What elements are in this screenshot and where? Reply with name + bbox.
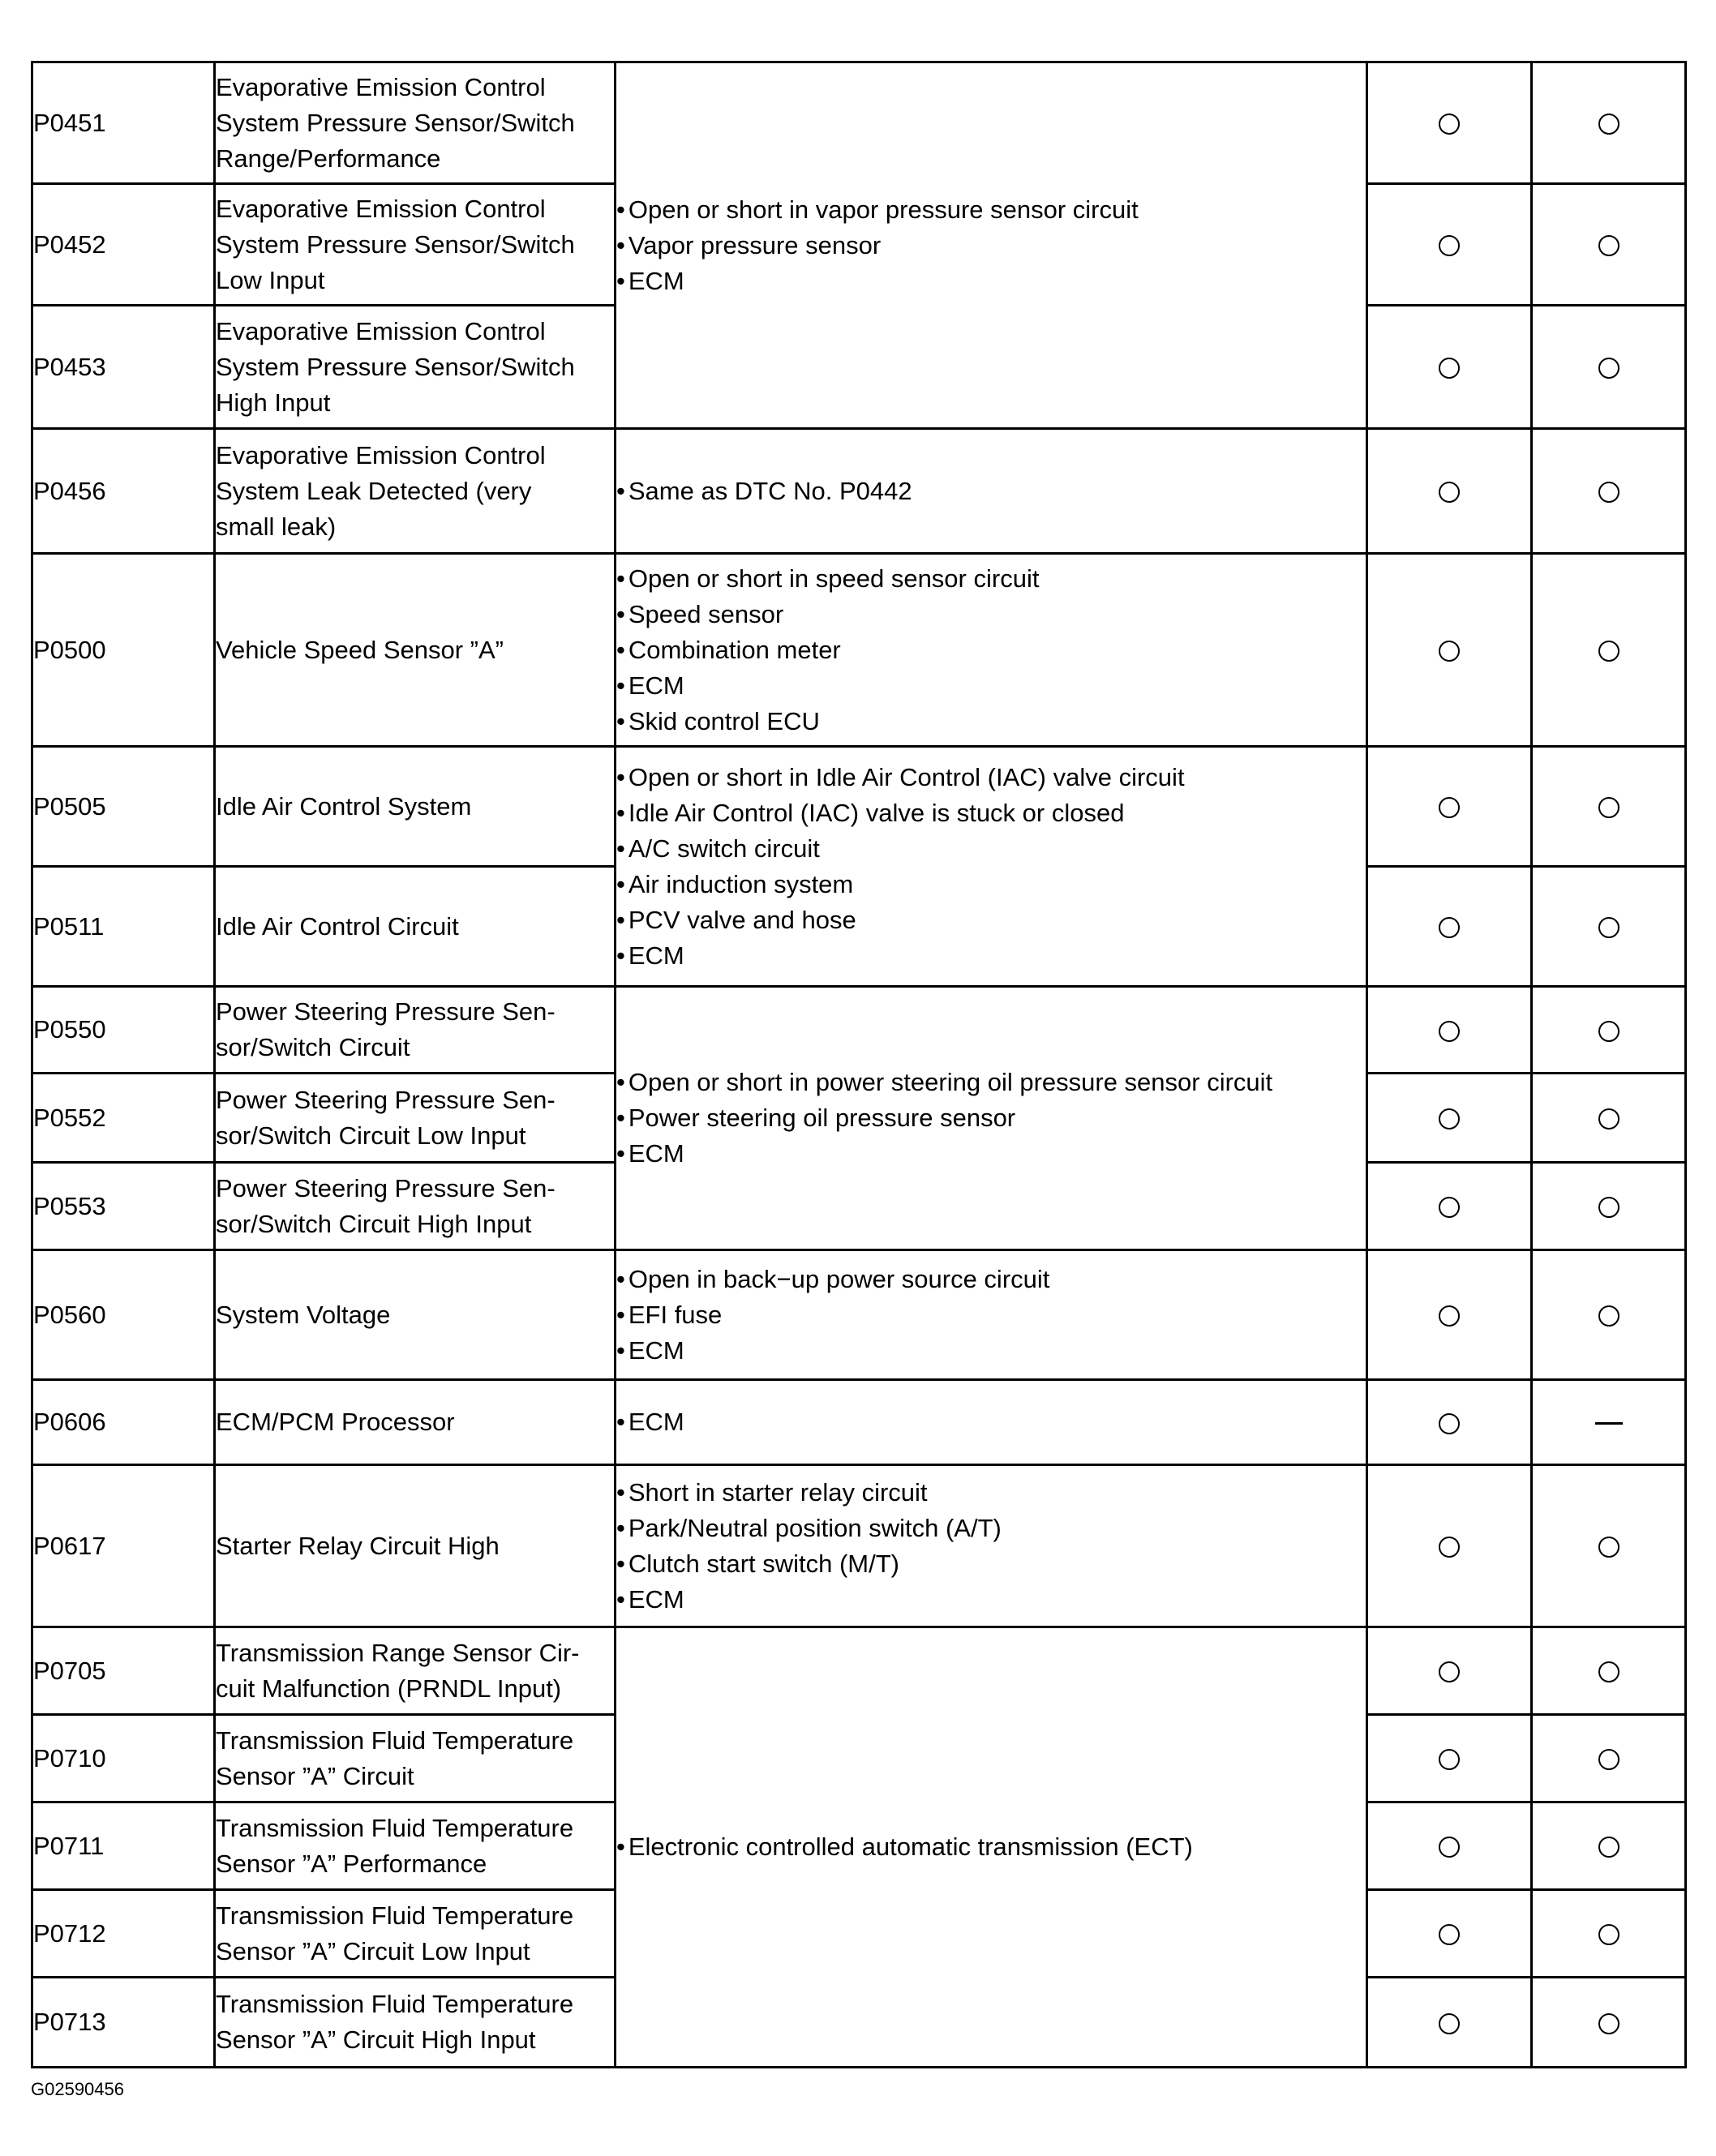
circle-mark-icon [1439, 797, 1460, 818]
mil-cell [1367, 867, 1532, 987]
dtc-table [31, 61, 1687, 2068]
trouble-area-item: • ECM [616, 1582, 1366, 1618]
memory-cell [1532, 1074, 1686, 1163]
dtc-code: P0617 [32, 1465, 215, 1627]
trouble-area-item: • Short in starter relay circuit [616, 1475, 1366, 1511]
detection-item-line: Sensor ”A” Circuit High Input [216, 2025, 536, 2054]
memory-cell [1532, 1250, 1686, 1380]
dtc-code: P0712 [32, 1890, 215, 1978]
detection-item-line: Transmission Fluid Temperature [216, 1901, 574, 1930]
detection-item-line: Transmission Fluid Temperature [216, 1990, 574, 2018]
trouble-area [616, 429, 1367, 554]
trouble-area-item: • ECM [616, 1333, 1366, 1369]
memory-cell [1532, 1465, 1686, 1627]
mil-cell [1367, 987, 1532, 1074]
dtc-code: P0705 [32, 1627, 215, 1715]
table-row [32, 747, 1686, 867]
detection-item-line: System Pressure Sensor/Switch [216, 352, 575, 381]
trouble-area-item: • Park/Neutral position switch (A/T) [616, 1511, 1366, 1546]
memory-cell [1532, 1380, 1686, 1465]
mil-cell [1367, 1074, 1532, 1163]
mil-cell [1367, 1380, 1532, 1465]
trouble-area-item: • Same as DTC No. P0442 [616, 474, 1366, 509]
table-row [32, 429, 1686, 554]
trouble-area-item: • Vapor pressure sensor [616, 228, 1366, 264]
detection-item-line: sor/Switch Circuit Low Input [216, 1121, 526, 1150]
circle-mark-icon [1598, 1305, 1619, 1327]
mil-cell [1367, 1163, 1532, 1250]
detection-item [215, 1250, 616, 1380]
dtc-code: P0560 [32, 1250, 215, 1380]
trouble-area-item: • Air induction system [616, 867, 1366, 902]
circle-mark-icon [1439, 1197, 1460, 1218]
table-row [32, 987, 1686, 1074]
circle-mark-icon [1598, 1749, 1619, 1770]
detection-item-line: ECM/PCM Processor [216, 1408, 455, 1436]
memory-cell [1532, 554, 1686, 747]
detection-item-line: Evaporative Emission Control [216, 194, 546, 223]
memory-cell [1532, 62, 1686, 184]
trouble-area [616, 747, 1367, 987]
mil-cell [1367, 1715, 1532, 1802]
dtc-code: P0552 [32, 1074, 215, 1163]
circle-mark-icon [1598, 358, 1619, 379]
detection-item-line: cuit Malfunction (PRNDL Input) [216, 1674, 562, 1703]
memory-cell [1532, 1163, 1686, 1250]
circle-mark-icon [1439, 1661, 1460, 1682]
mil-cell [1367, 62, 1532, 184]
dtc-code: P0453 [32, 306, 215, 429]
circle-mark-icon [1439, 235, 1460, 256]
memory-cell [1532, 987, 1686, 1074]
detection-item-line: Idle Air Control Circuit [216, 911, 459, 941]
circle-mark-icon [1439, 641, 1460, 662]
detection-item-line: Transmission Fluid Temperature [216, 1725, 574, 1755]
mil-cell [1367, 1978, 1532, 2068]
table-row [32, 1380, 1686, 1465]
detection-item [215, 1074, 616, 1163]
memory-cell [1532, 867, 1686, 987]
trouble-area [616, 554, 1367, 747]
dtc-code: P0711 [32, 1802, 215, 1890]
detection-item-line: Idle Air Control System [216, 791, 472, 821]
trouble-area [616, 987, 1367, 1250]
circle-mark-icon [1439, 1108, 1460, 1129]
trouble-area-item: • Combination meter [616, 632, 1366, 668]
detection-item-line: sor/Switch Circuit [216, 1033, 410, 1061]
detection-item-line: Power Steering Pressure Sen- [216, 1173, 556, 1202]
mil-cell [1367, 554, 1532, 747]
trouble-area-item: • EFI fuse [616, 1297, 1366, 1333]
mil-cell [1367, 1802, 1532, 1890]
detection-item-line: Vehicle Speed Sensor ”A” [216, 635, 504, 664]
dtc-code: P0505 [32, 747, 215, 867]
circle-mark-icon [1598, 641, 1619, 662]
detection-item [215, 1715, 616, 1802]
circle-mark-icon [1439, 1021, 1460, 1042]
detection-item [215, 554, 616, 747]
circle-mark-icon [1439, 2013, 1460, 2034]
dtc-code: P0713 [32, 1978, 215, 2068]
mil-cell [1367, 1890, 1532, 1978]
dtc-code: P0606 [32, 1380, 215, 1465]
circle-mark-icon [1598, 1837, 1619, 1858]
circle-mark-icon [1439, 1305, 1460, 1327]
trouble-area [616, 1250, 1367, 1380]
memory-cell [1532, 1802, 1686, 1890]
circle-mark-icon [1598, 482, 1619, 503]
detection-item-line: System Pressure Sensor/Switch [216, 229, 575, 259]
detection-item [215, 1627, 616, 1715]
circle-mark-icon [1439, 1749, 1460, 1770]
circle-mark-icon [1439, 358, 1460, 379]
circle-mark-icon [1598, 1108, 1619, 1129]
circle-mark-icon [1439, 114, 1460, 135]
table-row [32, 62, 1686, 184]
detection-item [215, 747, 616, 867]
detection-item [215, 306, 616, 429]
table-row [32, 1465, 1686, 1627]
trouble-area-item: • Speed sensor [616, 597, 1366, 632]
circle-mark-icon [1598, 2013, 1619, 2034]
trouble-area-item: • Idle Air Control (IAC) valve is stuck or closed [616, 795, 1366, 831]
figure-id: G02590456 [31, 2079, 124, 2099]
circle-mark-icon [1439, 482, 1460, 503]
trouble-area-item: • ECM [616, 1136, 1366, 1172]
trouble-area-item: • ECM [616, 1404, 1366, 1440]
detection-item [215, 62, 616, 184]
trouble-area-item: • Power steering oil pressure sensor [616, 1100, 1366, 1136]
circle-mark-icon [1439, 1413, 1460, 1434]
trouble-area-item: • Clutch start switch (M/T) [616, 1546, 1366, 1582]
detection-item [215, 1890, 616, 1978]
trouble-area-item: • Skid control ECU [616, 704, 1366, 739]
trouble-area [616, 1627, 1367, 2068]
memory-cell [1532, 429, 1686, 554]
trouble-area [616, 1465, 1367, 1627]
detection-item [215, 184, 616, 306]
circle-mark-icon [1598, 1021, 1619, 1042]
trouble-area-item: • A/C switch circuit [616, 831, 1366, 867]
dtc-code: P0500 [32, 554, 215, 747]
memory-cell [1532, 306, 1686, 429]
detection-item-line: Evaporative Emission Control [216, 316, 546, 345]
detection-item [215, 429, 616, 554]
detection-item-line: System Pressure Sensor/Switch [216, 108, 575, 137]
mil-cell [1367, 1465, 1532, 1627]
table-row [32, 1627, 1686, 1715]
dtc-table-body [32, 62, 1686, 2068]
detection-item-line: Sensor ”A” Performance [216, 1849, 487, 1878]
detection-item-line: Evaporative Emission Control [216, 440, 546, 469]
detection-item [215, 1802, 616, 1890]
detection-item-line: High Input [216, 388, 331, 417]
memory-cell [1532, 184, 1686, 306]
detection-item [215, 867, 616, 987]
detection-item-line: small leak) [216, 512, 337, 541]
detection-item-line: Starter Relay Circuit High [216, 1531, 500, 1560]
trouble-area-item: • ECM [616, 264, 1366, 299]
circle-mark-icon [1439, 1537, 1460, 1558]
detection-item [215, 1978, 616, 2068]
dtc-code: P0550 [32, 987, 215, 1074]
trouble-area-item: • PCV valve and hose [616, 902, 1366, 938]
circle-mark-icon [1598, 1197, 1619, 1218]
circle-mark-icon [1439, 1924, 1460, 1945]
dash-mark-icon [1595, 1422, 1623, 1425]
dtc-code: P0456 [32, 429, 215, 554]
trouble-area-item: • Electronic controlled automatic transmission (ECT) [616, 1829, 1366, 1865]
mil-cell [1367, 306, 1532, 429]
memory-cell [1532, 1627, 1686, 1715]
dtc-code: P0710 [32, 1715, 215, 1802]
circle-mark-icon [1598, 917, 1619, 938]
mil-cell [1367, 184, 1532, 306]
mil-cell [1367, 429, 1532, 554]
circle-mark-icon [1439, 917, 1460, 938]
trouble-area-item: • Open or short in speed sensor circuit [616, 561, 1366, 597]
memory-cell [1532, 747, 1686, 867]
detection-item [215, 987, 616, 1074]
detection-item-line: Evaporative Emission Control [216, 72, 546, 101]
detection-item-line: Power Steering Pressure Sen- [216, 1085, 556, 1114]
table-row [32, 1250, 1686, 1380]
trouble-area-item: • Open or short in power steering oil pressure sensor circuit [616, 1065, 1366, 1100]
detection-item-line: Power Steering Pressure Sen- [216, 997, 556, 1026]
dtc-code: P0451 [32, 62, 215, 184]
trouble-area-item: • ECM [616, 938, 1366, 974]
circle-mark-icon [1439, 1837, 1460, 1858]
memory-cell [1532, 1978, 1686, 2068]
dtc-code: P0553 [32, 1163, 215, 1250]
detection-item-line: System Voltage [216, 1300, 391, 1329]
trouble-area-item: • ECM [616, 668, 1366, 704]
detection-item [215, 1163, 616, 1250]
circle-mark-icon [1598, 797, 1619, 818]
circle-mark-icon [1598, 1661, 1619, 1682]
trouble-area-item: • Open in back−up power source circuit [616, 1262, 1366, 1297]
trouble-area [616, 62, 1367, 429]
detection-item-line: Transmission Range Sensor Cir- [216, 1638, 580, 1667]
detection-item-line: Transmission Fluid Temperature [216, 1813, 574, 1842]
memory-cell [1532, 1890, 1686, 1978]
detection-item-line: Range/Performance [216, 144, 441, 173]
circle-mark-icon [1598, 235, 1619, 256]
detection-item-line: Sensor ”A” Circuit [216, 1761, 414, 1790]
detection-item-line: System Leak Detected (very [216, 476, 532, 505]
detection-item [215, 1465, 616, 1627]
dtc-code: P0452 [32, 184, 215, 306]
circle-mark-icon [1598, 114, 1619, 135]
trouble-area-item: • Open or short in Idle Air Control (IAC) valve circuit [616, 760, 1366, 795]
trouble-area-item: • Open or short in vapor pressure sensor circuit [616, 192, 1366, 228]
memory-cell [1532, 1715, 1686, 1802]
circle-mark-icon [1598, 1537, 1619, 1558]
mil-cell [1367, 1627, 1532, 1715]
circle-mark-icon [1598, 1924, 1619, 1945]
trouble-area [616, 1380, 1367, 1465]
detection-item-line: sor/Switch Circuit High Input [216, 1209, 532, 1238]
detection-item-line: Low Input [216, 265, 325, 294]
table-row [32, 554, 1686, 747]
mil-cell [1367, 1250, 1532, 1380]
dtc-code: P0511 [32, 867, 215, 987]
mil-cell [1367, 747, 1532, 867]
detection-item-line: Sensor ”A” Circuit Low Input [216, 1936, 530, 1965]
detection-item [215, 1380, 616, 1465]
